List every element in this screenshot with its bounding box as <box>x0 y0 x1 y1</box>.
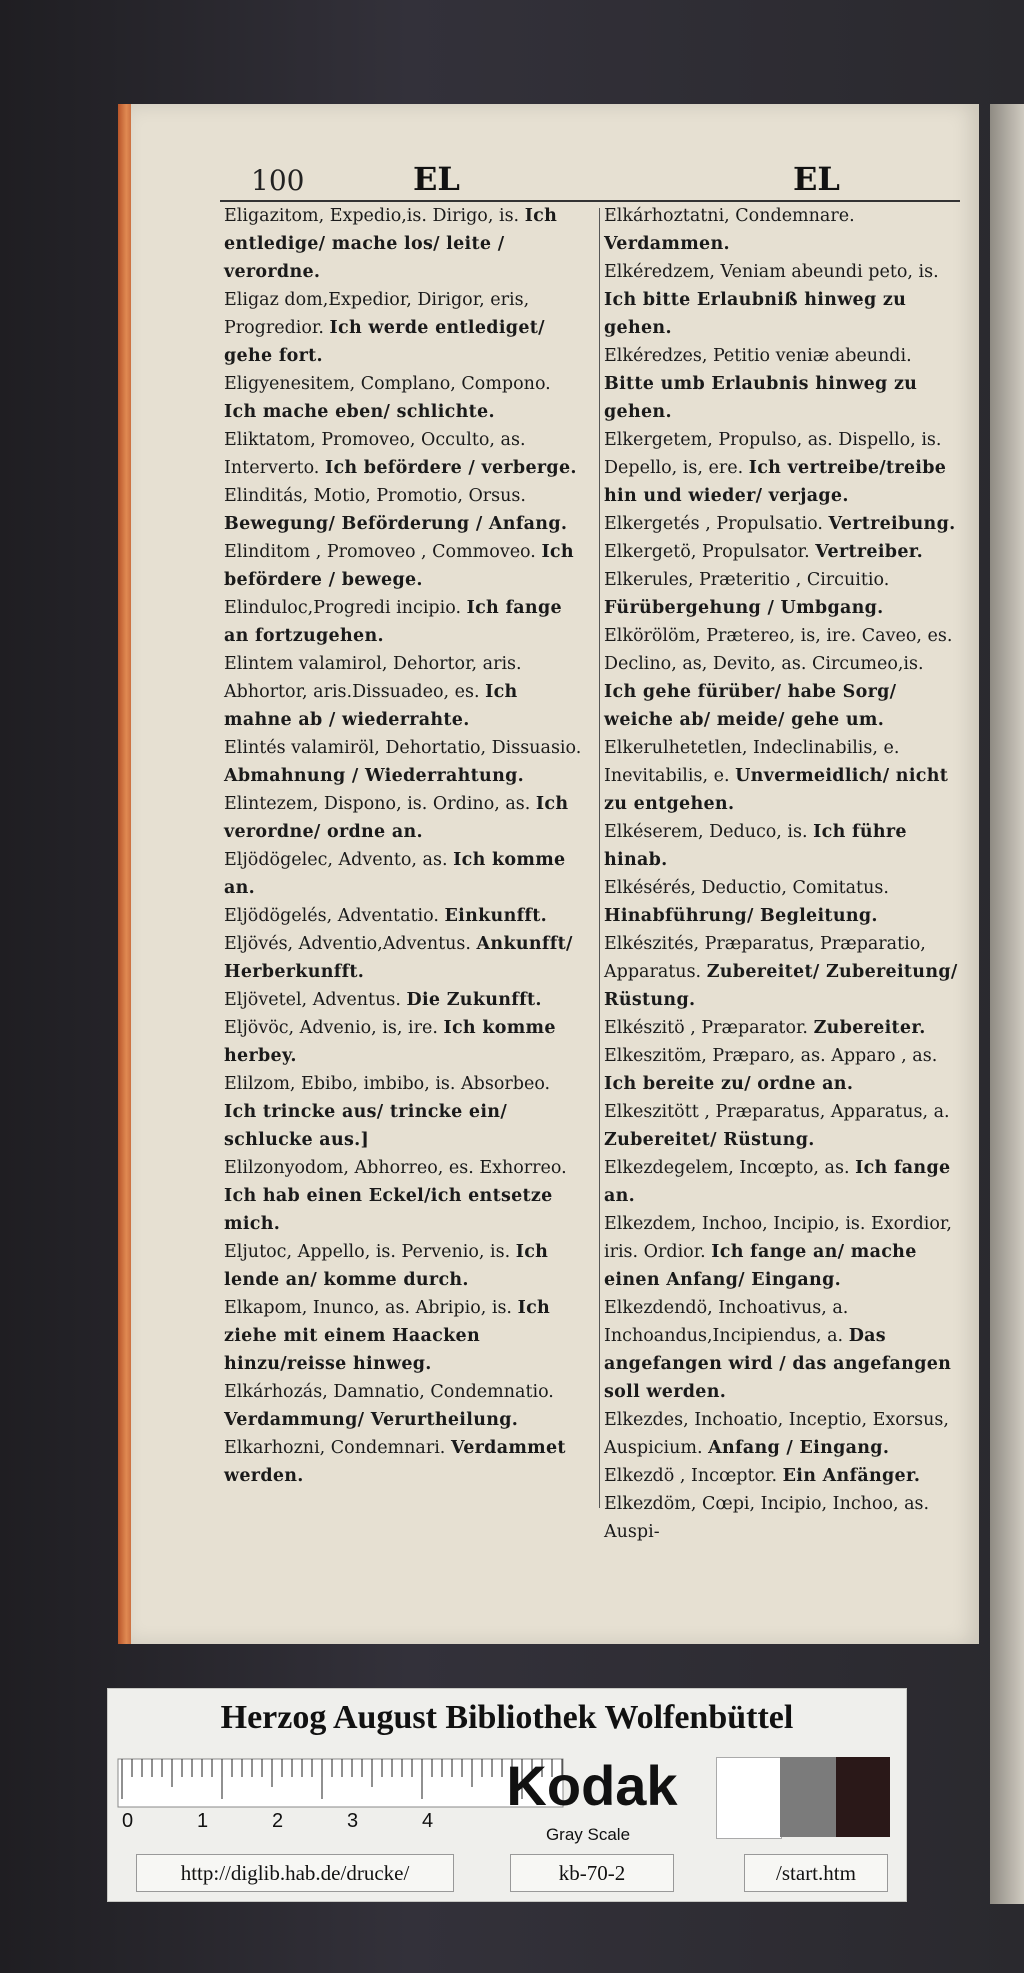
entry-latin-hungarian: Elkezdö , Incœptor. <box>604 1466 778 1486</box>
entry-german: Die Zukunfft. <box>406 990 542 1010</box>
dictionary-entry <box>604 1154 960 1210</box>
entry-latin-hungarian: Elkezdem, Inchoo, Incipio, is. Exordior, iris. Ordior. <box>604 1214 952 1262</box>
entry-latin-hungarian: Elintés valamiröl, Dehortatio, Dissuasio. <box>224 738 582 758</box>
entry-latin-hungarian: Elkapom, Inunco, as. Abripio, is. <box>224 1298 512 1318</box>
dictionary-entry <box>604 930 960 1014</box>
dictionary-entry <box>224 1070 584 1154</box>
entry-latin-hungarian: Elkészités, Præparatus, Præparatio, Apparatus. <box>604 934 926 982</box>
entry-german: Ankunfft/ Herberkunfft. <box>224 934 573 982</box>
entry-german: Vertreibung. <box>828 514 956 534</box>
target-card <box>107 1688 907 1902</box>
entry-german: Anfang / Eingang. <box>708 1438 890 1458</box>
ruler-label: 2 <box>272 1810 284 1832</box>
entry-german: Bewegung/ Beförderung / Anfang. <box>224 514 568 534</box>
ruler-label: 1 <box>197 1810 209 1832</box>
entry-german: Ich komme herbey. <box>224 1018 556 1066</box>
url-part-start: /start.htm <box>744 1854 888 1892</box>
column-divider <box>599 208 600 1508</box>
dictionary-entry <box>224 594 584 650</box>
entry-german: Ich führe hinab. <box>604 822 907 870</box>
left-column <box>224 202 584 1522</box>
entry-latin-hungarian: Elkészitö , Præparator. <box>604 1018 808 1038</box>
dictionary-entry <box>604 342 960 426</box>
left-column-heading: EL <box>413 160 460 198</box>
dictionary-entry <box>604 566 960 622</box>
entry-german: Ich ziehe mit einem Haacken hinzu/reisse hinweg. <box>224 1298 551 1374</box>
entry-latin-hungarian: Elkeszitöm, Præparo, as. Apparo , as. <box>604 1046 938 1066</box>
white-swatch <box>716 1757 782 1839</box>
dictionary-entry <box>604 1406 960 1462</box>
dictionary-entry <box>224 846 584 902</box>
dictionary-entry <box>604 202 960 258</box>
dictionary-entry <box>224 734 584 790</box>
entry-latin-hungarian: Elkerules, Præteritio , Circuitio. <box>604 570 890 590</box>
dictionary-entry <box>224 1014 584 1070</box>
entry-german: Ich trincke aus/ trincke ein/ schlucke aus.] <box>224 1102 508 1150</box>
entry-latin-hungarian: Eljutoc, Appello, is. Pervenio, is. <box>224 1242 511 1262</box>
entry-german: Ich bitte Erlaubniß hinweg zu gehen. <box>604 290 907 338</box>
entry-latin-hungarian: Elilzonyodom, Abhorreo, es. Exhorreo. <box>224 1158 567 1178</box>
dictionary-entry <box>604 1210 960 1294</box>
entry-latin-hungarian: Elkezdegelem, Incœpto, as. <box>604 1158 850 1178</box>
entry-latin-hungarian: Elkéserem, Deduco, is. <box>604 822 808 842</box>
dictionary-entry <box>224 1294 584 1378</box>
entry-latin-hungarian: Eljödögelés, Adventatio. <box>224 906 439 926</box>
gray-swatch <box>780 1757 836 1837</box>
kodak-logo: Kodak <box>506 1754 678 1817</box>
gray-scale-label: Gray Scale <box>545 1825 631 1844</box>
entry-german: Zubereitet/ Rüstung. <box>604 1130 815 1150</box>
entry-latin-hungarian: Eliktatom, Promoveo, Occulto, as. Interverto. <box>224 430 526 478</box>
ruler-label: 4 <box>422 1810 434 1832</box>
entry-latin-hungarian: Elkörölöm, Prætereo, is, ire. Caveo, es. Declino, as, Devito, as. Circumeo,is. <box>604 626 953 674</box>
entry-latin-hungarian: Elilzom, Ebibo, imbibo, is. Absorbeo. <box>224 1074 551 1094</box>
entry-german: Verdammung/ Verurtheilung. <box>224 1410 519 1430</box>
dictionary-entry <box>604 1462 960 1490</box>
next-page-edge <box>990 104 1024 1904</box>
dictionary-entry <box>604 538 960 566</box>
dictionary-entry <box>604 258 960 342</box>
entry-latin-hungarian: Eligaz dom,Expedior, Dirigor, eris, Progredior. <box>224 290 530 338</box>
dictionary-entry <box>604 1294 960 1406</box>
url-part-base: http://diglib.hab.de/drucke/ <box>136 1854 454 1892</box>
dictionary-entry <box>224 202 584 286</box>
entry-german: Ich lende an/ komme durch. <box>224 1242 549 1290</box>
entry-latin-hungarian: Eligyenesitem, Complano, Compono. <box>224 374 551 394</box>
entry-latin-hungarian: Elkezdes, Inchoatio, Inceptio, Exorsus, Auspicium. <box>604 1410 949 1458</box>
black-swatch <box>836 1757 890 1837</box>
entry-latin-hungarian: Elkerulhetetlen, Indeclinabilis, e. Inevitabilis, e. <box>604 738 900 786</box>
dictionary-entry <box>224 1434 584 1490</box>
entry-german: Das angefangen wird / das angefangen soll werden. <box>604 1326 952 1402</box>
entry-latin-hungarian: Elkergetö, Propulsator. <box>604 542 810 562</box>
entry-latin-hungarian: Eljövetel, Adventus. <box>224 990 401 1010</box>
dictionary-entry <box>604 1490 960 1546</box>
page-number: 100 <box>251 164 305 197</box>
entry-latin-hungarian: Elkárhoztatni, Condemnare. <box>604 206 855 226</box>
entry-german: Ich mache eben/ schlichte. <box>224 402 495 422</box>
entry-latin-hungarian: Elinduloc,Progredi incipio. <box>224 598 462 618</box>
dictionary-entry <box>224 902 584 930</box>
entry-german: Ein Anfänger. <box>782 1466 921 1486</box>
entry-german: Vertreiber. <box>815 542 924 562</box>
dictionary-entry <box>604 426 960 510</box>
entry-latin-hungarian: Elkergetés , Propulsatio. <box>604 514 823 534</box>
dictionary-entry <box>224 538 584 594</box>
entry-latin-hungarian: Elintem valamirol, Dehortor, aris. Abhortor, aris.Dissuadeo, es. <box>224 654 522 702</box>
entry-german: Ich fange an/ mache einen Anfang/ Eingang. <box>604 1242 917 1290</box>
entry-latin-hungarian: Eljövés, Adventio,Adventus. <box>224 934 471 954</box>
entry-german: Ich befördere / bewege. <box>224 542 574 590</box>
url-part-id: kb-70-2 <box>510 1854 674 1892</box>
entry-german: Ich gehe fürüber/ habe Sorg/ weiche ab/ meide/ gehe um. <box>604 682 897 730</box>
entry-latin-hungarian: Elkergetem, Propulso, as. Dispello, is. Depello, is, ere. <box>604 430 942 478</box>
entry-german: Ich komme an. <box>224 850 566 898</box>
ruler-label: 0 <box>122 1810 134 1832</box>
entry-german: Zubereitet/ Zubereitung/ Rüstung. <box>604 962 958 1010</box>
dictionary-entry <box>224 1238 584 1294</box>
dictionary-entry <box>604 622 960 734</box>
entry-german: Ich entledige/ mache los/ leite / verordne. <box>224 206 558 282</box>
entry-german: Ich verordne/ ordne an. <box>224 794 569 842</box>
entry-german: Abmahnung / Wiederrahtung. <box>224 766 525 786</box>
page-red-edge <box>118 104 132 1644</box>
dictionary-entry <box>604 818 960 874</box>
entry-german: Ich werde entlediget/ gehe fort. <box>224 318 545 366</box>
entry-german: Ich fange an. <box>604 1158 951 1206</box>
entry-latin-hungarian: Elinditom , Promoveo , Commoveo. <box>224 542 536 562</box>
page-header <box>131 160 979 200</box>
entry-latin-hungarian: Elintezem, Dispono, is. Ordino, as. <box>224 794 531 814</box>
entry-latin-hungarian: Elkeszitött , Præparatus, Apparatus, a. <box>604 1102 950 1122</box>
dictionary-entry <box>224 930 584 986</box>
library-name: Herzog August Bibliothek Wolfenbüttel <box>220 1699 794 1736</box>
entry-german: Ich befördere / verberge. <box>324 458 577 478</box>
dictionary-entry <box>604 734 960 818</box>
entry-latin-hungarian: Elinditás, Motio, Promotio, Orsus. <box>224 486 526 506</box>
entry-german: Ich hab einen Eckel/ich entsetze mich. <box>224 1186 553 1234</box>
dictionary-entry <box>224 790 584 846</box>
entry-latin-hungarian: Elkéredzes, Petitio veniæ abeundi. <box>604 346 912 366</box>
dictionary-entry <box>224 986 584 1014</box>
dictionary-entry <box>604 1042 960 1098</box>
entry-latin-hungarian: Elkéredzem, Veniam abeundi peto, is. <box>604 262 939 282</box>
entry-latin-hungarian: Eljödögelec, Advento, as. <box>224 850 448 870</box>
right-column-heading: EL <box>793 160 840 198</box>
dictionary-entry <box>604 510 960 538</box>
entry-german: Einkunfft. <box>444 906 548 926</box>
entry-latin-hungarian: Elkésérés, Deductio, Comitatus. <box>604 878 889 898</box>
entry-german: Ich mahne ab / wiederrahte. <box>224 682 518 730</box>
entry-german: Ich bereite zu/ ordne an. <box>604 1074 854 1094</box>
dictionary-entry <box>224 370 584 426</box>
entry-latin-hungarian: Elkezdöm, Cœpi, Incipio, Inchoo, as. Auspi- <box>604 1494 930 1542</box>
entry-german: Bitte umb Erlaubnis hinweg zu gehen. <box>604 374 918 422</box>
right-column <box>604 202 960 1542</box>
dictionary-entry <box>224 286 584 370</box>
dictionary-entry <box>224 1154 584 1238</box>
dictionary-entry <box>224 482 584 538</box>
dictionary-entry <box>604 1098 960 1154</box>
entry-german: Zubereiter. <box>813 1018 926 1038</box>
entry-german: Hinabführung/ Begleitung. <box>604 906 878 926</box>
entry-german: Verdammen. <box>604 234 730 254</box>
entry-german: Unvermeidlich/ nicht zu entgehen. <box>604 766 949 814</box>
dictionary-entry <box>224 426 584 482</box>
entry-latin-hungarian: Eljövöc, Advenio, is, ire. <box>224 1018 438 1038</box>
dictionary-entry <box>604 1014 960 1042</box>
entry-latin-hungarian: Eligazitom, Expedio,is. Dirigo, is. <box>224 206 520 226</box>
dictionary-entry <box>604 874 960 930</box>
entry-german: Fürübergehung / Umbgang. <box>604 598 884 618</box>
entry-german: Ich fange an fortzugehen. <box>224 598 562 646</box>
entry-latin-hungarian: Elkezdendö, Inchoativus, a. Inchoandus,Incipiendus, a. <box>604 1298 849 1346</box>
entry-german: Verdammet werden. <box>224 1438 566 1486</box>
dictionary-entry <box>224 1378 584 1434</box>
dictionary-entry <box>224 650 584 734</box>
ruler-label: 3 <box>347 1810 359 1832</box>
entry-latin-hungarian: Elkarhozni, Condemnari. <box>224 1438 446 1458</box>
entry-latin-hungarian: Elkárhozás, Damnatio, Condemnatio. <box>224 1382 554 1402</box>
entry-german: Ich vertreibe/treibe hin und wieder/ verjage. <box>604 458 947 506</box>
